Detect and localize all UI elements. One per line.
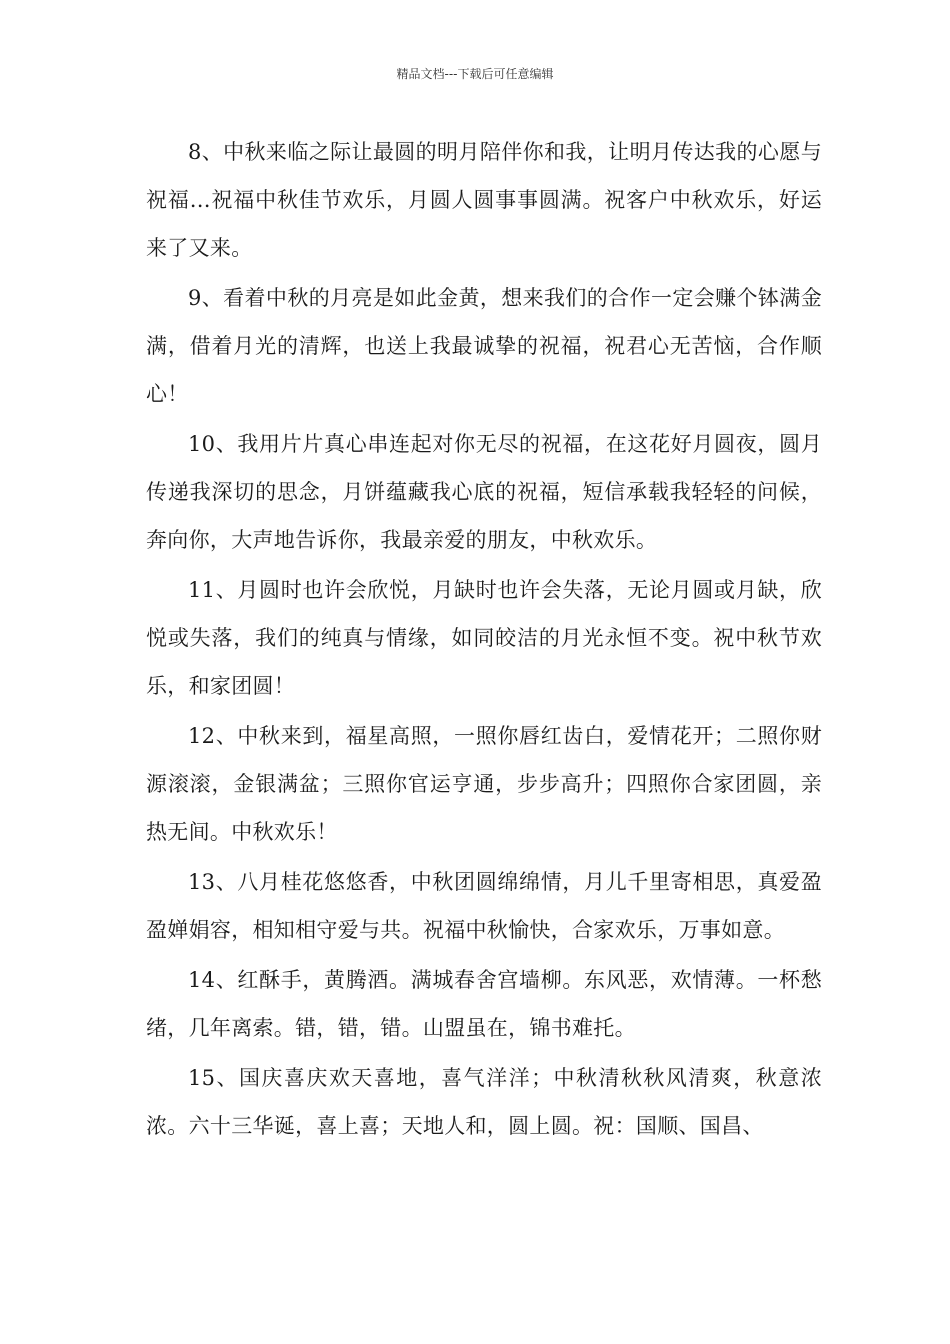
- paragraph-9: 9、看着中秋的月亮是如此金黄，想来我们的合作一定会赚个钵满金满，借着月光的清辉，也送上我最诚挚的祝福，祝君心无苦恼，合作顺心！: [146, 286, 822, 406]
- paragraph-12: 12、中秋来到，福星高照，一照你唇红齿白，爱情花开；二照你财源滚滚，金银满盆；三照你官运亨通，步步高升；四照你合家团圆，亲热无间。中秋欢乐！: [146, 724, 822, 844]
- paragraph-15: 15、国庆喜庆欢天喜地，喜气洋洋；中秋清秋秋风清爽，秋意浓浓。六十三华诞，喜上喜；天地人和，圆上圆。祝：国顺、国昌、: [146, 1066, 822, 1138]
- paragraph-11: 11、月圆时也许会欣悦，月缺时也许会失落，无论月圆或月缺，欣悦或失落，我们的纯真与情缘，如同皎洁的月光永恒不变。祝中秋节欢乐，和家团圆！: [146, 578, 822, 698]
- page-header: 精品文档---下载后可任意编辑: [396, 67, 554, 81]
- document-body: [146, 128, 822, 1150]
- paragraph-14: 14、红酥手，黄腾酒。满城春舍宫墙柳。东风恶，欢情薄。一杯愁绪，几年离索。错，错，错。山盟虽在，锦书难托。: [146, 968, 822, 1040]
- paragraph-13: 13、八月桂花悠悠香，中秋团圆绵绵情，月儿千里寄相思，真爱盈盈婵娟容，相知相守爱与共。祝福中秋愉快，合家欢乐，万事如意。: [146, 870, 822, 942]
- paragraph-8: 8、中秋来临之际让最圆的明月陪伴你和我，让明月传达我的心愿与祝福…祝福中秋佳节欢乐，月圆人圆事事圆满。祝客户中秋欢乐，好运来了又来。: [146, 140, 822, 260]
- paragraph-10: 10、我用片片真心串连起对你无尽的祝福，在这花好月圆夜，圆月传递我深切的思念，月饼蕴藏我心底的祝福，短信承载我轻轻的问候，奔向你，大声地告诉你，我最亲爱的朋友，中秋欢乐。: [146, 432, 822, 552]
